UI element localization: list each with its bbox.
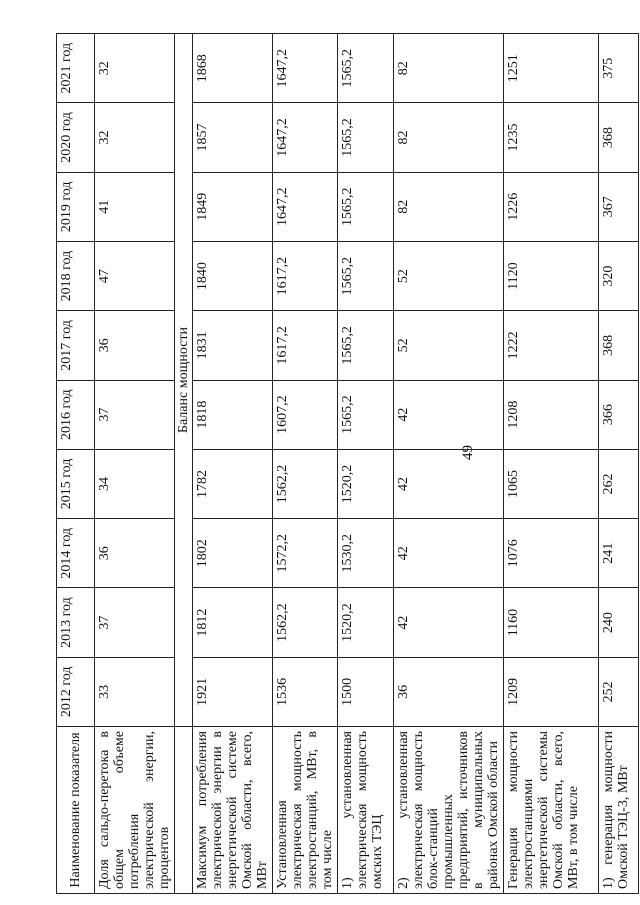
cell-value: 1251 [504,34,599,103]
cell-value: 41 [95,172,175,241]
year-header: 2016 год [57,380,95,449]
cell-value: 375 [599,34,639,103]
cell-value: 82 [394,34,504,103]
cell-value: 1572,2 [273,519,338,588]
cell-value: 1565,2 [338,311,394,380]
cell-value: 1782 [193,449,273,518]
cell-value: 1565,2 [338,172,394,241]
cell-value: 42 [394,449,504,518]
cell-value: 1868 [193,34,273,103]
cell-value: 1647,2 [273,172,338,241]
cell-value: 1209 [504,657,599,726]
cell-value: 1617,2 [273,311,338,380]
table-row [95,34,175,894]
cell-value: 1831 [193,311,273,380]
cell-value: 1226 [504,172,599,241]
cell-value: 1065 [504,449,599,518]
cell-value: 1208 [504,380,599,449]
page-number: 49 [460,445,476,460]
section-spacer [175,727,193,894]
cell-value: 52 [394,311,504,380]
cell-value: 37 [95,588,175,657]
year-header: 2012 год [57,657,95,726]
cell-value: 42 [394,588,504,657]
cell-value: 36 [95,519,175,588]
cell-value: 1500 [338,657,394,726]
cell-value: 1840 [193,241,273,310]
cell-value: 1562,2 [273,588,338,657]
cell-value: 1565,2 [338,380,394,449]
year-header: 2013 год [57,588,95,657]
row-name: 1) генерация мощности Омской ТЭЦ-3, МВт [599,727,639,894]
rotated-table-wrapper [56,34,631,894]
row-name: 1) установленная электрическая мощность омских ТЭЦ [338,727,394,894]
cell-value: 36 [394,657,504,726]
table-row [394,34,504,894]
cell-value: 34 [95,449,175,518]
indicator-table [56,33,639,894]
cell-value: 1530,2 [338,519,394,588]
cell-value: 367 [599,172,639,241]
year-header: 2020 год [57,103,95,172]
cell-value: 32 [95,103,175,172]
cell-value: 42 [394,519,504,588]
cell-value: 1222 [504,311,599,380]
cell-value: 1520,2 [338,449,394,518]
table-row [273,34,338,894]
cell-value: 1120 [504,241,599,310]
row-name: Установленная электрическая мощность электростанций, МВт, в том числе [273,727,338,894]
cell-value: 1565,2 [338,34,394,103]
row-name: Генерация мощности электростанциями энергетической системы Омской области, всего, МВт, в том числе [504,727,599,894]
name-column-header: Наименование показателя [57,727,95,894]
row-name: Максимум потребления электрической энергии в энергетической системе Омской области, всего, МВт [193,727,273,894]
table-row [599,34,639,894]
cell-value: 1520,2 [338,588,394,657]
cell-value: 1849 [193,172,273,241]
cell-value: 1617,2 [273,241,338,310]
cell-value: 366 [599,380,639,449]
cell-value: 1812 [193,588,273,657]
table-row [504,34,599,894]
cell-value: 368 [599,311,639,380]
cell-value: 1562,2 [273,449,338,518]
cell-value: 37 [95,380,175,449]
cell-value: 47 [95,241,175,310]
row-name: 2) установленная электрическая мощность блок-станций промышленных предприятий, источников в муниципальных районах Омской области [394,727,504,894]
cell-value: 1818 [193,380,273,449]
cell-value: 82 [394,103,504,172]
section-row [175,34,193,894]
cell-value: 320 [599,241,639,310]
table-row [193,34,273,894]
cell-value: 42 [394,380,504,449]
cell-value: 262 [599,449,639,518]
cell-value: 52 [394,241,504,310]
table-row [338,34,394,894]
cell-value: 1607,2 [273,380,338,449]
cell-value: 1647,2 [273,103,338,172]
row-name: Доля сальдо-перетока в общем объеме потребления электрической энергии, процентов [95,727,175,894]
cell-value: 1565,2 [338,241,394,310]
year-header: 2018 год [57,241,95,310]
header-row [57,34,95,894]
cell-value: 1802 [193,519,273,588]
year-header: 2014 год [57,519,95,588]
section-title: Баланс мощности [175,34,193,727]
cell-value: 82 [394,172,504,241]
cell-value: 240 [599,588,639,657]
cell-value: 1235 [504,103,599,172]
cell-value: 1647,2 [273,34,338,103]
year-header: 2017 год [57,311,95,380]
cell-value: 252 [599,657,639,726]
cell-value: 1536 [273,657,338,726]
cell-value: 1857 [193,103,273,172]
cell-value: 1565,2 [338,103,394,172]
cell-value: 241 [599,519,639,588]
cell-value: 1921 [193,657,273,726]
cell-value: 1076 [504,519,599,588]
cell-value: 1160 [504,588,599,657]
cell-value: 32 [95,34,175,103]
cell-value: 33 [95,657,175,726]
year-header: 2021 год [57,34,95,103]
year-header: 2019 год [57,172,95,241]
year-header: 2015 год [57,449,95,518]
cell-value: 368 [599,103,639,172]
cell-value: 36 [95,311,175,380]
